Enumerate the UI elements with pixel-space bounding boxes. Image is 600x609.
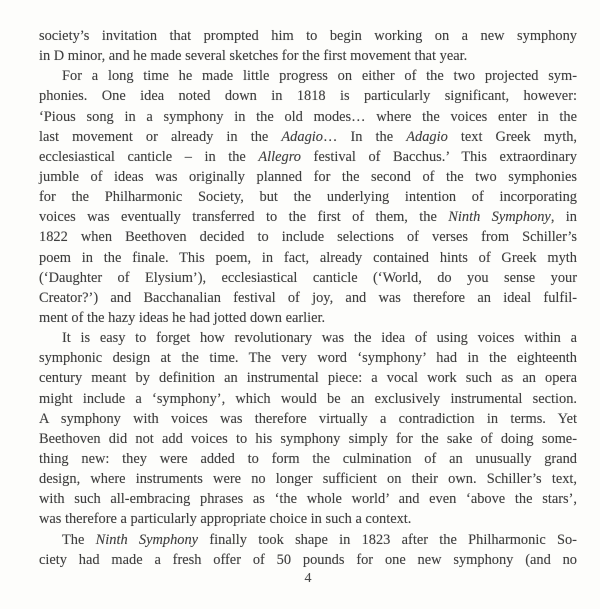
text-line — [39, 86, 577, 106]
text-segment: ment of the hazy ideas he had jotted down earlier. — [39, 309, 326, 326]
text-line — [39, 308, 577, 328]
text-line — [39, 348, 577, 368]
text-segment: jumble of ideas was originally planned for the second of the two symphonies — [39, 168, 577, 185]
text-segment: For a long time he made little progress on either of the two projected sym- — [62, 68, 577, 85]
text-segment: , in — [550, 209, 578, 226]
text-line — [39, 147, 577, 167]
text-line — [39, 469, 577, 489]
text-segment: in D minor, and he made several sketches for the first movement that year. — [39, 48, 468, 65]
text-line — [39, 368, 577, 388]
text-line — [39, 248, 577, 268]
text-segment: with such all-embracing phrases as ‘the whole world’ and even ‘above the stars’, — [39, 491, 577, 508]
text-segment: 1822 when Beethoven decided to include selections of verses from Schiller’s — [39, 229, 577, 246]
page-text — [39, 26, 577, 570]
text-line — [39, 288, 577, 308]
text-segment: voices was eventually transferred to the first of them, the — [39, 209, 449, 226]
text-segment: It is easy to forget how revolutionary was the idea of using voices within a — [62, 330, 577, 347]
text-line — [39, 268, 577, 288]
text-line — [39, 46, 577, 66]
text-line — [39, 550, 577, 570]
text-line — [39, 530, 577, 550]
text-line — [39, 489, 577, 509]
text-segment: ‘Pious song in a symphony in the old modes… where the voices enter in the — [39, 108, 577, 125]
italic-text-segment: Ninth Symphony — [95, 531, 199, 548]
text-segment: The — [62, 531, 96, 548]
text-line — [39, 227, 577, 247]
text-segment: century meant by definition an instrumental piece: a vocal work such as an opera — [39, 370, 577, 387]
italic-text-segment: Adagio — [281, 128, 323, 145]
text-segment: … In the — [322, 128, 407, 145]
text-segment: society’s invitation that prompted him to begin working on a new symphony — [39, 28, 577, 44]
text-line — [39, 207, 577, 227]
text-segment: poem in the finale. This poem, in fact, already contained hints of Greek myth — [39, 249, 577, 266]
text-segment: phonies. One idea noted down in 1818 is particularly significant, however: — [39, 88, 577, 105]
text-segment: Creator?’) and Bacchanalian festival of joy, and was therefore an ideal fulfil- — [39, 289, 577, 306]
text-segment: thing new: they were added to form the culmination of an unusually grand — [39, 450, 577, 467]
text-line — [39, 107, 577, 127]
text-line — [39, 409, 577, 429]
text-segment: finally took shape in 1823 after the Philharmonic So- — [198, 531, 577, 548]
text-segment: festival of Bacchus.’ This extraordinary — [301, 148, 577, 165]
italic-text-segment: Allegro — [258, 148, 301, 165]
page-number: 4 — [304, 571, 312, 586]
text-segment: design, where instruments were no longer sufficient on their own. Schiller’s text, — [39, 471, 577, 488]
text-segment: symphonic design at the time. The very word ‘symphony’ had in the eighteenth — [39, 350, 577, 367]
text-segment: (‘Daughter of Elysium’), ecclesiastical canticle (‘World, do you sense your — [39, 269, 577, 286]
text-line — [39, 26, 577, 46]
text-segment: might include a ‘symphony’, which would be an exclusively instrumental section. — [39, 390, 577, 407]
text-line — [39, 66, 577, 86]
text-line — [39, 429, 577, 449]
text-segment: A symphony with voices was therefore virtually a contradiction in terms. Yet — [39, 410, 577, 427]
text-segment: for the Philharmonic Society, but the underlying intention of incorporating — [39, 189, 577, 206]
text-line — [39, 509, 577, 529]
text-segment: ciety had made a fresh offer of 50 pounds for one new symphony (and no — [39, 551, 577, 568]
text-segment: text Greek myth, — [447, 128, 577, 145]
italic-text-segment: Adagio — [406, 128, 448, 145]
italic-text-segment: Ninth Symphony — [448, 209, 551, 226]
text-segment: ecclesiastical canticle – in the — [39, 148, 259, 165]
text-line — [39, 389, 577, 409]
text-line — [39, 449, 577, 469]
text-segment: last movement or already in the — [39, 128, 282, 145]
text-line — [39, 187, 577, 207]
text-segment: Beethoven did not add voices to his symphony simply for the sake of doing some- — [39, 430, 577, 447]
text-line — [39, 167, 577, 187]
text-segment: was therefore a particularly appropriate choice in such a context. — [39, 511, 412, 528]
text-line — [39, 127, 577, 147]
text-line — [39, 328, 577, 348]
